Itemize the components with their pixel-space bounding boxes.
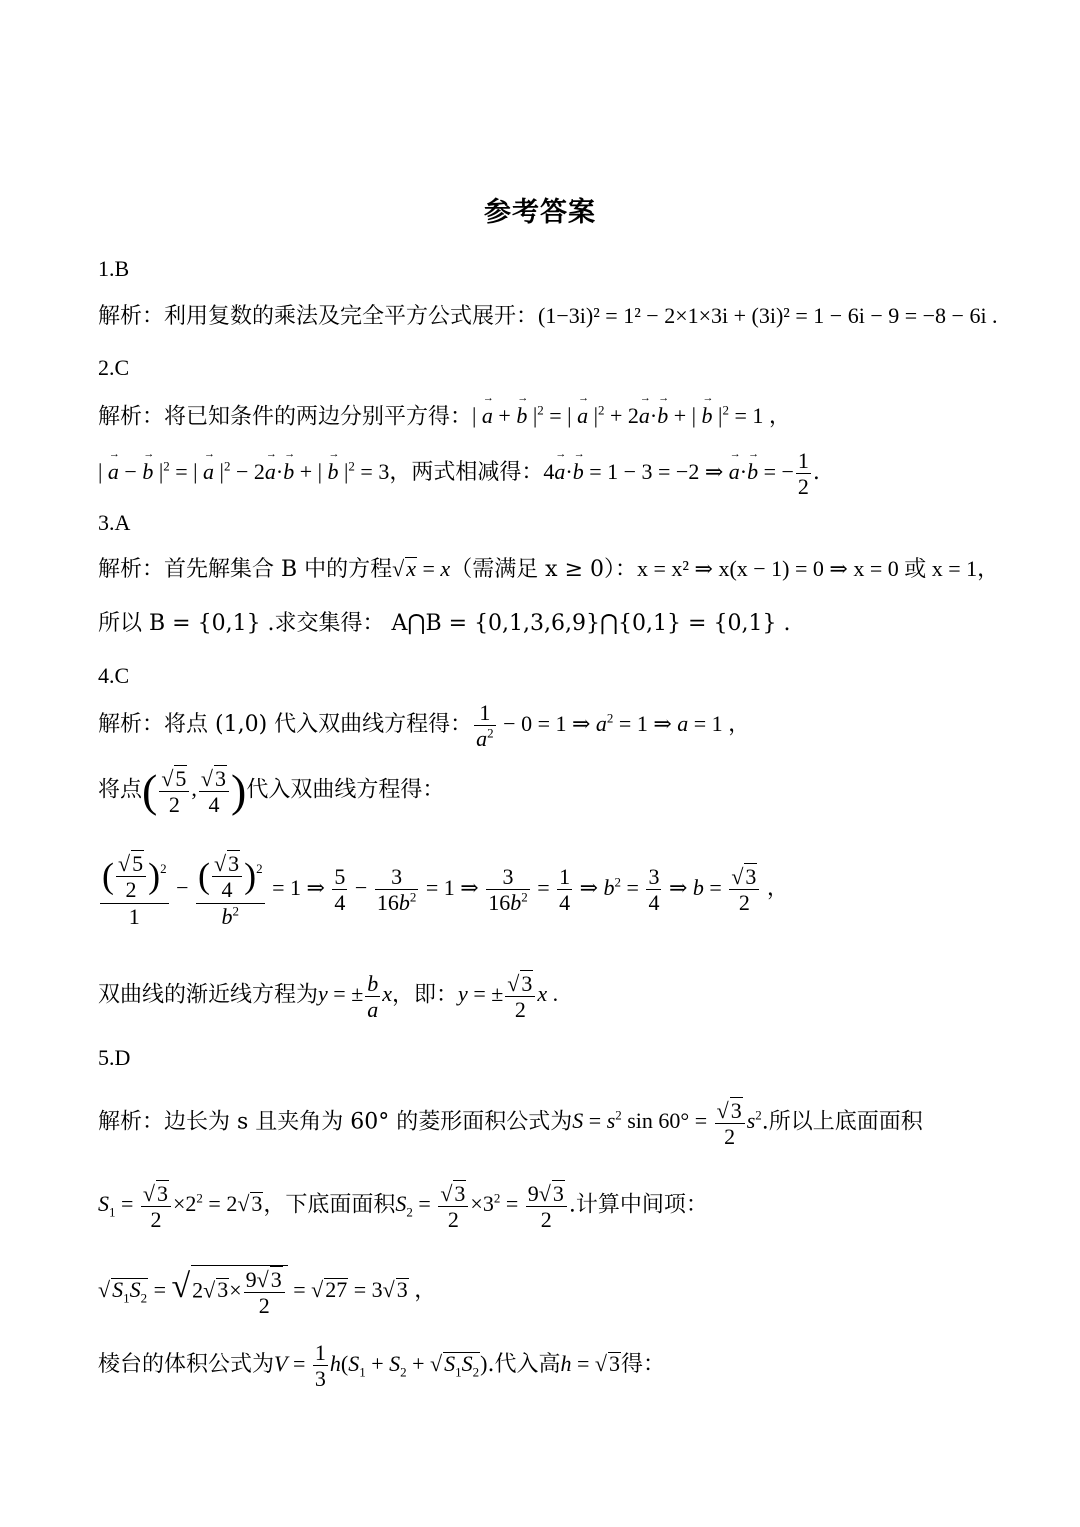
q2-equation-1: | → a + → b $|^2$ = | → a $|^2 + 2\to a\cdot\to b$ + | → b $|^2 = 1$ ， bbox=[472, 403, 791, 428]
q3-equations: x = x² ⇒ x(x − 1) = 0 ⇒ x = 0 或 x = 1， bbox=[637, 556, 1000, 581]
q3-explanation-line1 bbox=[98, 557, 999, 581]
q3-sqrt-eq: √x = x bbox=[392, 556, 451, 581]
q3-condition: （需满足 x ≥ 0）： bbox=[450, 557, 638, 582]
q3-line1-text: 解析：首先解集合 B 中的方程 bbox=[98, 557, 393, 582]
q1-expression: (1−3i)² = 1² − 2×1×3i + (3i)² = 1 − 6i − 9 = −8 − 6i . bbox=[538, 303, 998, 328]
q1-explanation bbox=[98, 305, 998, 328]
q1-prefix: 解析：利用复数的乘法及完全平方公式展开： bbox=[98, 304, 539, 329]
q5-calc-text: .计算中间项： bbox=[568, 1192, 708, 1218]
q2-mid-text: ，两式相减得： bbox=[389, 459, 544, 485]
q2-tail: . bbox=[812, 459, 820, 485]
q4-point-text: 将点 bbox=[98, 777, 143, 803]
q2-result: 4→ a·→ b = 1 − 3 = −2 ⇒ → a·→ b = − $\frac{1}{2}$ bbox=[543, 459, 813, 484]
q5-explanation-line1: 解析：边长为 s 且夹角为 60° 的菱形面积公式为$S = s^2$ sin 60° = $\frac{√3}{2}$ $s^2$.所以上底面面积 bbox=[98, 1098, 923, 1150]
q4-long-equation: ( $\frac{√5}{2}$ )$^2$ 1 − ( $\frac{√3}{4}$ )$^2$ $b^2$ = 1 ⇒ $\frac{5}{4}$ − $\frac{3}{16b^2}$ = 1 ⇒ $\frac{3}{16b^2}$ = $\frac{1}{4}$ ⇒ $b^2$ = $\frac{3}{4}$ ⇒ b = $\frac{√3}{2}$ ， bbox=[102, 851, 789, 929]
q4-asym-mid: ，即： bbox=[392, 982, 459, 1008]
page-title: 参考答案 bbox=[484, 197, 596, 228]
q2-answer-label: 2.C bbox=[98, 355, 130, 380]
q5-explanation-line3: $√S_1S_2 = √2√3\times$ $\frac{9√3}{2}$ = √27 = 3√3 ， bbox=[98, 1267, 437, 1319]
q5-suffix: .所以上底面面积 bbox=[761, 1109, 923, 1135]
q4-point: ( $\frac{√5}{2}$ , $\frac{√3}{4}$ ) bbox=[142, 765, 247, 818]
q5-s2-text: ，下底面面积 bbox=[263, 1192, 396, 1218]
q4-prefix: 解析：将点 (1,0) 代入双曲线方程得： bbox=[98, 711, 473, 737]
q2-prefix: 解析：将已知条件的两边分别平方得： bbox=[98, 404, 473, 430]
q4-asymptote-line: 双曲线的渐近线方程为y = ± $\frac{b}{a}$ x，即：y = ± $\frac{√3}{2}$ x . bbox=[98, 970, 559, 1023]
q4-explanation-line2 bbox=[98, 765, 444, 818]
q3-answer-label: 3.A bbox=[98, 510, 131, 535]
q2-explanation-line1 bbox=[98, 404, 791, 428]
q4-asym-prefix: 双曲线的渐近线方程为 bbox=[98, 982, 319, 1008]
q5-explanation-line4: 棱台的体积公式为V = $\frac{1}{3}$ $h(S_1 + S_2 + √S_1S_2)$.代入高h = √3得： bbox=[98, 1340, 665, 1392]
q4-point-suffix: 代入双曲线方程得： bbox=[246, 777, 445, 803]
q4-explanation-line1 bbox=[98, 700, 750, 752]
q5-vol-prefix: 棱台的体积公式为 bbox=[98, 1351, 275, 1377]
q5-explanation-line2: $S_1$ = $\frac{√3}{2}$ $\times 2^2 = 2√3$，下底面面积$S_2$ = $\frac{√3}{2}$ $\times 3^2$ = $\frac{9√3}{2}$ .计算中间项： bbox=[98, 1181, 708, 1233]
q4-eq-a: $\frac{1}{a^2}$ − 0 = 1 ⇒ $a^2 = 1$ ⇒ a = 1 ， bbox=[476, 700, 751, 752]
q1-answer-label: 1.B bbox=[98, 256, 130, 281]
q2-equation-2: | → a − → b $|^2$ = | → a $|^2 - 2\to a\cdot\to b$ + | → b $|^2 = 3$ bbox=[98, 459, 389, 484]
q5-prefix: 解析：边长为 s 且夹角为 60° 的菱形面积公式为 bbox=[98, 1109, 573, 1135]
q3-explanation-line2: 所以 B = {0,1} .求交集得： A⋂B = {0,1,3,6,9}⋂{0,1} = {0,1} . bbox=[98, 611, 791, 636]
q5-vol-end: 得： bbox=[620, 1351, 665, 1377]
q2-explanation-line2 bbox=[98, 448, 820, 500]
q4-answer-label: 4.C bbox=[98, 663, 130, 688]
q5-answer-label: 5.D bbox=[98, 1045, 131, 1070]
q5-vol-suffix: .代入高 bbox=[487, 1351, 561, 1377]
